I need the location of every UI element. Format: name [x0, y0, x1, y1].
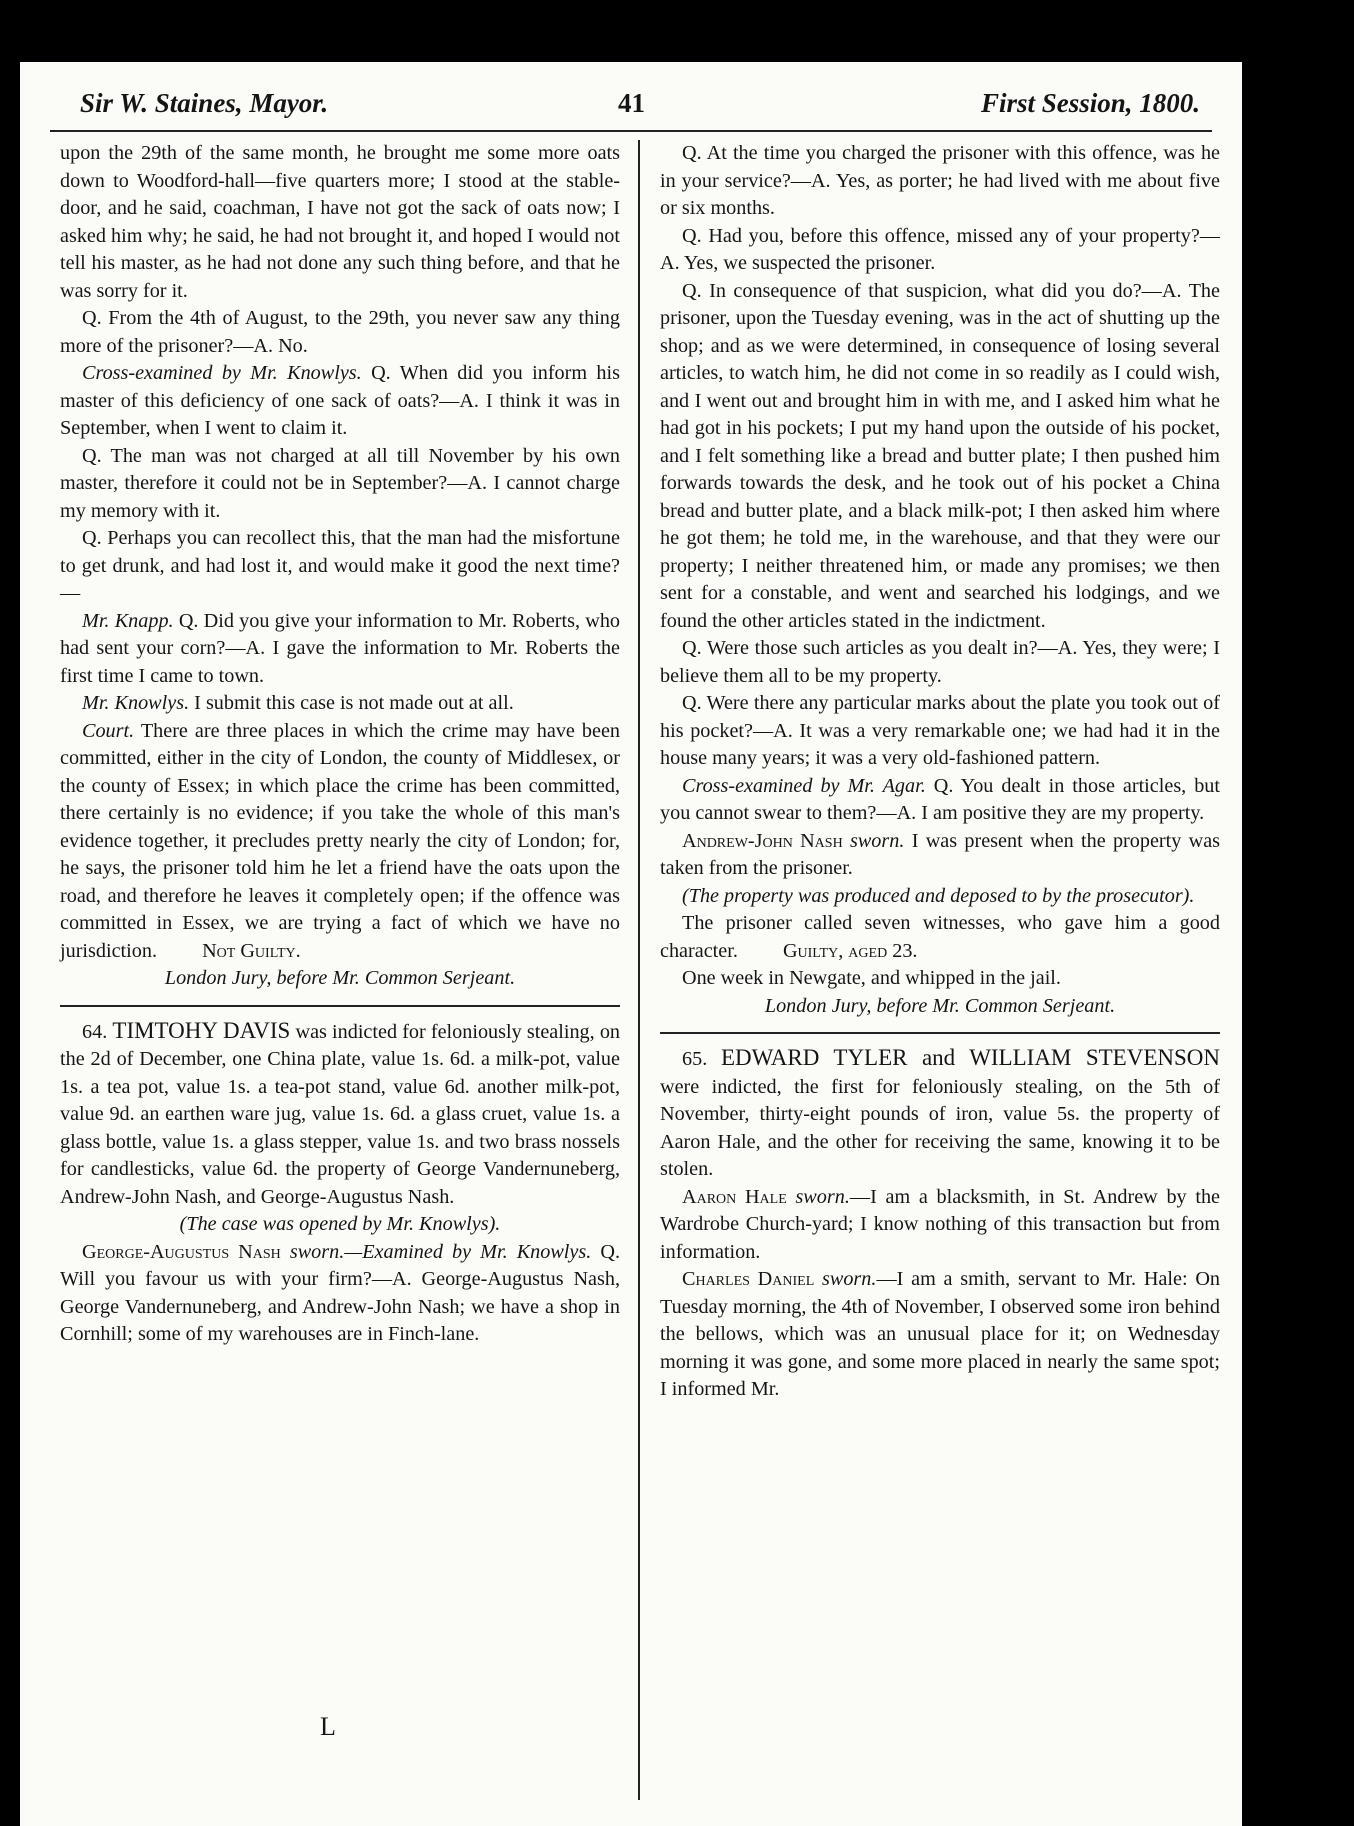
speaker-label: Court. — [82, 719, 135, 742]
case-number: 65. — [682, 1048, 708, 1070]
verdict: Guilty, aged 23. — [782, 939, 918, 962]
speaker-label: sworn. — [795, 1185, 850, 1208]
speaker-label: sworn.—Examined by Mr. Knowlys. — [289, 1240, 592, 1263]
case-note: (The case was opened by Mr. Knowlys). — [179, 1213, 501, 1235]
paragraph-text: —I am a smith, servant to Mr. Hale: On Tuesday morning, the 4th of November, I observed some iron behind the bellows, which was an unusual place for it; on Wednesday morning it was gone, and some more placed in nearly the same spot; I informed Mr. — [660, 1268, 1220, 1400]
paragraph-text: The prisoner called seven witnesses, who gave him a good character. — [660, 912, 1220, 962]
jury-note: London Jury, before Mr. Common Serjeant. — [764, 994, 1116, 1017]
paragraph — [660, 773, 1220, 828]
left-column — [60, 140, 620, 1349]
paragraph — [60, 360, 620, 443]
witness-name: Aaron Hale — [682, 1185, 787, 1208]
paragraph — [660, 828, 1220, 883]
paragraph — [60, 718, 620, 966]
paragraph-text: was indicted for feloniously stealing, on the 2d of December, one China plate, value 1s. 6d. a milk-pot, value 1s. a tea pot, value 1s. a tea-pot stand, value 6d. another milk-pot, value 9d. an earthen ware jug, value 1s. 6d. a glass cruet, value 1s. a glass bottle, value 1s. a glass stepper, value 1s. and two brass nossels for candlesticks, value 6d. the property of George Vandernuneberg, Andrew-John Nash, and George-Augustus Nash. — [60, 1020, 621, 1208]
header-right: First Session, 1800. — [980, 88, 1200, 118]
right-column — [660, 140, 1220, 1404]
paragraph: Q. Perhaps you can recollect this, that the man had the misfortune to get drunk, and had lost it, and would make it good the next time?— — [60, 527, 620, 604]
verdict: Not Guilty. — [202, 939, 301, 962]
paragraph: Q. The man was not charged at all till November by his own master, therefore it could not be in September?—A. I cannot charge my memory with it. — [60, 444, 620, 522]
sentence: One week in Newgate, and whipped in the jail. — [682, 967, 1061, 989]
case-note: (The property was produced and deposed to by the prosecutor). — [682, 884, 1195, 907]
defendant-name: TIMTOHY DAVIS — [112, 1017, 291, 1043]
column-divider — [638, 140, 640, 1800]
speaker-label: sworn. — [822, 1268, 877, 1290]
paragraph-text: Q. You dealt in those articles, but you cannot swear to them?—A. I am positive they are my property. — [660, 774, 1221, 824]
paragraph-text: Q. Did you give your information to Mr. Roberts, who had sent your corn?—A. I gave the information to Mr. Roberts the first time I came to town. — [60, 609, 621, 687]
paragraph — [660, 910, 1220, 965]
paragraph-text: There are three places in which the crime may have been committed, either in the city of London, the county of Middlesex, or the county of Essex; in which place the crime has been committed, there certainly is no evidence; if you take the whole of this man's evidence together, it precludes pretty nearly the city of London; for, he says, the prisoner told him he let a friend have the oats upon the road, and therefore he leaves it completely open; if the offence was committed in Essex, we are trying a fact of which we have no jurisdiction. — [60, 719, 621, 962]
header-left: Sir W. Staines, Mayor. — [80, 88, 329, 118]
paragraph — [60, 1239, 620, 1349]
paragraph-text: —I am a blacksmith, in St. Andrew by the Wardrobe Church-yard; I know nothing of this transaction but from information. — [660, 1185, 1221, 1263]
paragraph: Q. At the time you charged the prisoner with this offence, was he in your service?—A. Yes, as porter; he had lived with me about five or six months. — [660, 142, 1220, 219]
paragraph — [660, 1184, 1220, 1267]
paragraph — [60, 608, 620, 691]
paragraph: Q. In consequence of that suspicion, what did you do?—A. The prisoner, upon the Tuesday evening, was in the act of shutting up the shop; and as we were determined, in consequence of losing several articles, to watch him, he did not come in so readily as I could wish, and I went out and brought him in with me, and I asked him what he had got in his pockets; I put my hand upon the outside of his pocket, and I felt something like a bread and butter plate; I then pushed him forwards towards the desk, and he took out of his pocket a China bread and butter plate, and a black milk-pot; I then asked him where he got them; he told me, in the warehouse, and that they were our property; I neither threatened him, or made any promises; we then sent for a constable, and went and searched his lodgings, and we found the other articles stated in the indictment. — [660, 279, 1220, 632]
paragraph-text: Q. When did you inform his master of this deficiency of one sack of oats?—A. I think it was in September, when I went to claim it. — [60, 362, 620, 439]
paragraph: Q. Had you, before this offence, missed any of your property?—A. Yes, we suspected the prisoner. — [660, 224, 1220, 274]
speaker-label: Cross-examined by Mr. Knowlys. — [82, 362, 362, 384]
witness-name: Charles Daniel — [682, 1268, 815, 1290]
jury-note: London Jury, before Mr. Common Serjeant. — [164, 967, 516, 989]
paragraph: Q. Were there any particular marks about the plate you took out of his pocket?—A. It was a very remarkable one; we had had it in the house many years; it was a very old-fashioned pattern. — [660, 692, 1220, 769]
speaker-label: sworn. — [849, 829, 905, 852]
paragraph-text: I submit this case is not made out at all. — [194, 692, 514, 714]
paragraph — [660, 1266, 1220, 1404]
document-page — [20, 62, 1242, 1826]
case-separator — [60, 1005, 620, 1007]
witness-name: George-Augustus Nash — [82, 1240, 281, 1263]
witness-name: Andrew-John Nash — [682, 829, 843, 852]
case-separator — [660, 1032, 1220, 1034]
speaker-label: Cross-examined by Mr. Agar. — [682, 774, 926, 797]
paragraph — [660, 1044, 1220, 1184]
paragraph — [60, 1017, 620, 1212]
paragraph-text: I was present when the property was taken from the prisoner. — [660, 829, 1221, 879]
defendant-name: EDWARD TYLER and WILLIAM STEVENSON — [720, 1045, 1220, 1070]
speaker-label: Mr. Knowlys. — [82, 692, 190, 714]
case-number: 64. — [82, 1020, 108, 1043]
paragraph: Q. Were those such articles as you dealt in?—A. Yes, they were; I believe them all to be my property. — [660, 637, 1220, 687]
page-number: 41 — [618, 88, 645, 118]
running-header — [50, 82, 1212, 132]
paragraph-text: Q. Will you favour us with your firm?—A. George-Augustus Nash, George Vandernuneberg, and Andrew-John Nash; we have a shop in Cornhill; some of my warehouses are in Finch-lane. — [60, 1240, 621, 1345]
paragraph: upon the 29th of the same month, he brought me some more oats down to Woodford-hall—five quarters more; I stood at the stable-door, and he said, coachman, I have not got the sack of oats now; I asked him why; he said, he had not brought it, and hoped I would not tell his master, as he had not done any such thing before, and that he was sorry for it. — [60, 142, 620, 302]
paragraph-text: were indicted, the first for feloniously stealing, on the 5th of November, thirty-eight pounds of iron, value 5s. the property of Aaron Hale, and the other for receiving the same, knowing it to be stolen. — [660, 1075, 1220, 1180]
paragraph — [60, 690, 620, 718]
speaker-label: Mr. Knapp. — [82, 609, 174, 632]
paragraph: Q. From the 4th of August, to the 29th, you never saw any thing more of the prisoner?—A. No. — [60, 307, 620, 357]
signature-mark: L — [320, 1712, 336, 1741]
